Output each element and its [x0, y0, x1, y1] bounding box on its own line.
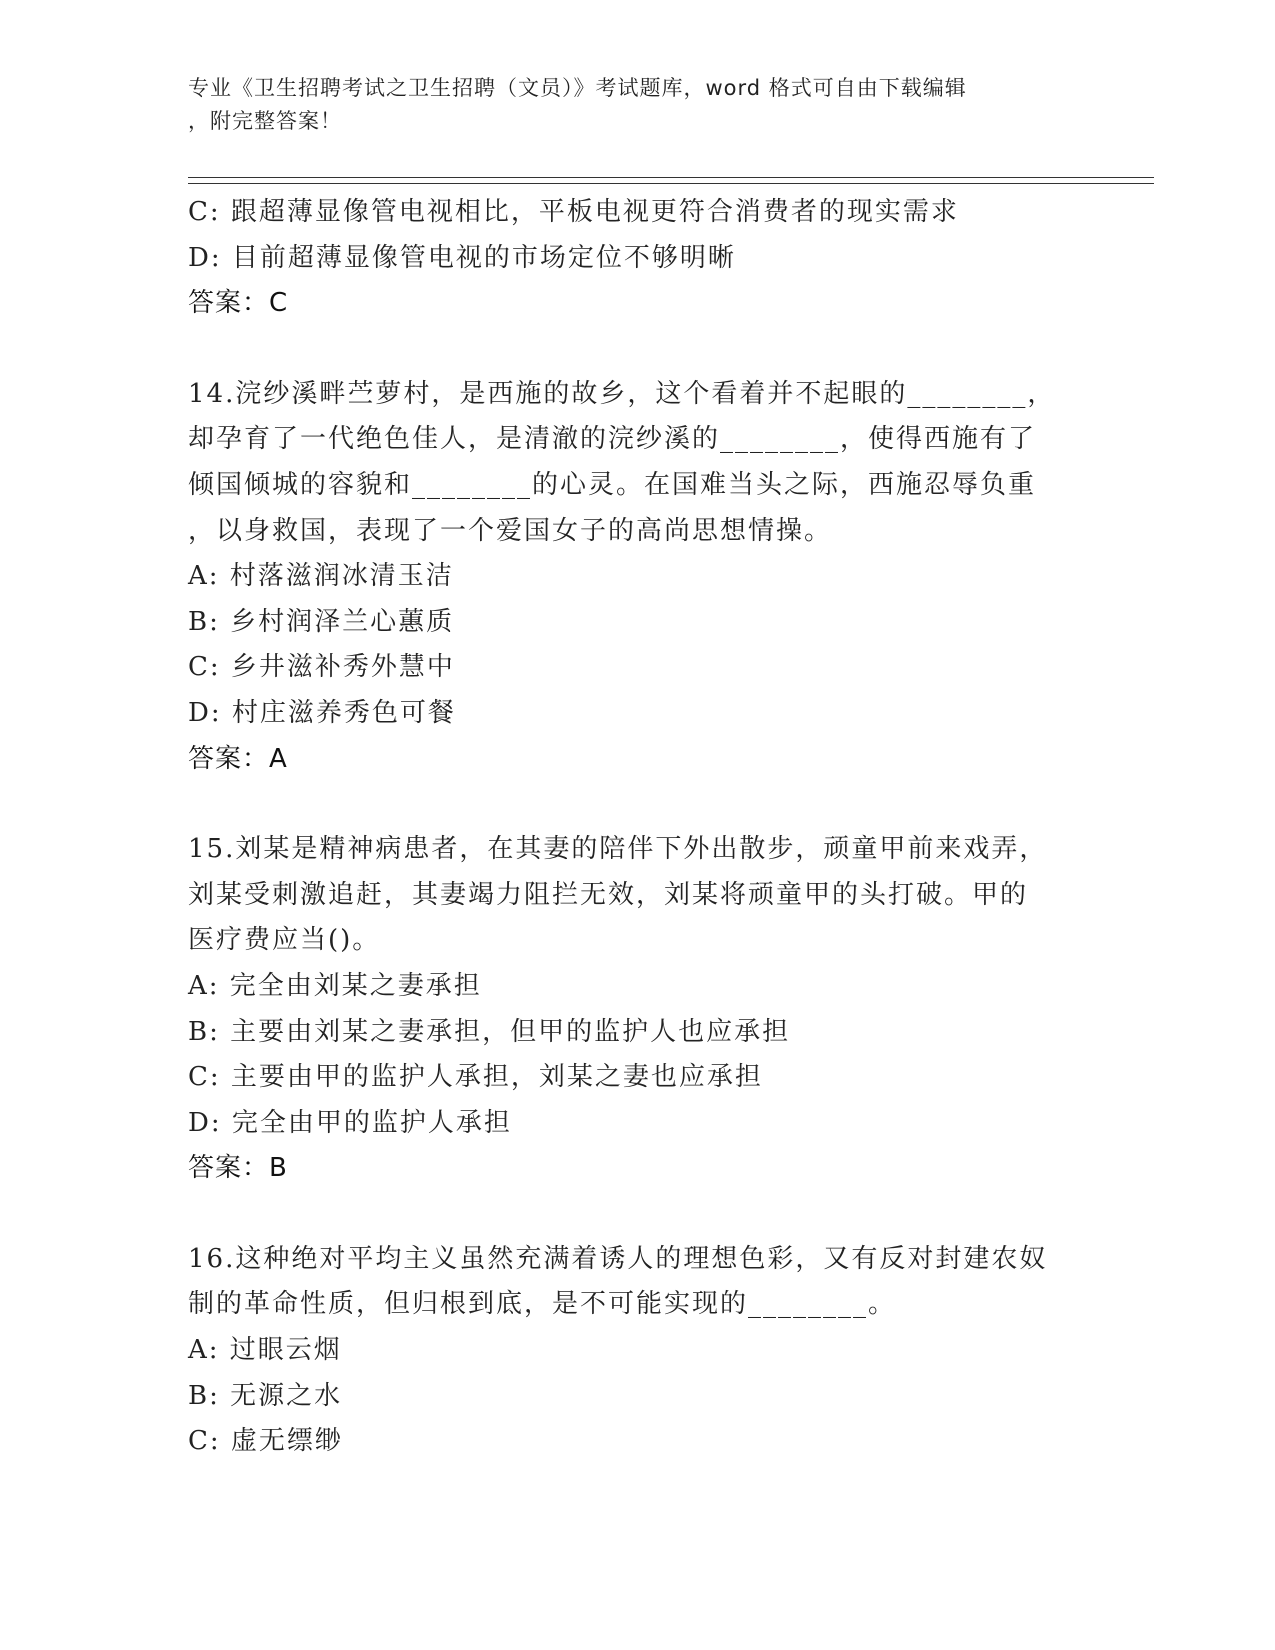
page-header: [188, 72, 1088, 138]
question-stem-line: 医疗费应当()。: [188, 925, 381, 956]
question-stem-line: 倾国倾城的容貌和________的心灵。在国难当头之际，西施忍辱负重: [188, 469, 1037, 500]
question-14: [188, 372, 1088, 782]
header-line-2: ，附完整答案！: [188, 109, 342, 133]
question-stem-line: 制的革命性质，但归根到底，是不可能实现的________。: [188, 1289, 897, 1320]
spacer: [188, 782, 1088, 827]
option-d: D: 完全由甲的监护人承担: [188, 1107, 512, 1138]
option-d: D: 村庄滋养秀色可餐: [188, 697, 456, 728]
option-c: C: 乡井滋补秀外慧中: [188, 652, 455, 683]
header-line-1: 专业《卫生招聘考试之卫生招聘（文员）》考试题库，word 格式可自由下载编辑: [188, 76, 967, 100]
option-c: C: 虚无缥缈: [188, 1426, 343, 1457]
option-c: C: 主要由甲的监护人承担，刘某之妻也应承担: [188, 1062, 763, 1093]
header-rule-bottom: [188, 183, 1154, 184]
option-c: C: 跟超薄显像管电视相比，平板电视更符合消费者的现实需求: [188, 197, 959, 227]
question-16: [188, 1237, 1088, 1465]
question-stem-line: 却孕育了一代绝色佳人，是清澈的浣纱溪的________，使得西施有了: [188, 424, 1037, 455]
question-stem-line: ，以身救国，表现了一个爱国女子的高尚思想情操。: [188, 515, 833, 546]
answer-line: 答案：C: [188, 288, 289, 319]
option-b: B: 无源之水: [188, 1380, 343, 1411]
option-b: B: 乡村润泽兰心蕙质: [188, 606, 455, 637]
header-rule-top: [188, 177, 1154, 178]
question-stem-line: 15.刘某是精神病患者，在其妻的陪伴下外出散步，顽童甲前来戏弄，: [188, 834, 1048, 865]
question-15: [188, 827, 1088, 1192]
option-a: A: 完全由刘某之妻承担: [188, 970, 482, 1001]
previous-question-tail: [188, 190, 1088, 327]
answer-line: 答案：A: [188, 743, 288, 774]
spacer: [188, 1192, 1088, 1237]
question-content: [188, 190, 1088, 1465]
option-a: A: 过眼云烟: [188, 1335, 342, 1366]
option-b: B: 主要由刘某之妻承担，但甲的监护人也应承担: [188, 1016, 791, 1047]
option-d: D: 目前超薄显像管电视的市场定位不够明晰: [188, 242, 736, 273]
question-stem-line: 刘某受刺激追赶，其妻竭力阻拦无效，刘某将顽童甲的头打破。甲的: [188, 879, 1029, 910]
question-stem-line: 16.这种绝对平均主义虽然充满着诱人的理想色彩，又有反对封建农奴: [188, 1243, 1048, 1274]
option-a: A: 村落滋润冰清玉洁: [188, 561, 454, 592]
spacer: [188, 327, 1088, 372]
question-stem-line: 14.浣纱溪畔苎萝村，是西施的故乡，这个看着并不起眼的________，: [188, 378, 1056, 409]
answer-line: 答案：B: [188, 1153, 288, 1184]
